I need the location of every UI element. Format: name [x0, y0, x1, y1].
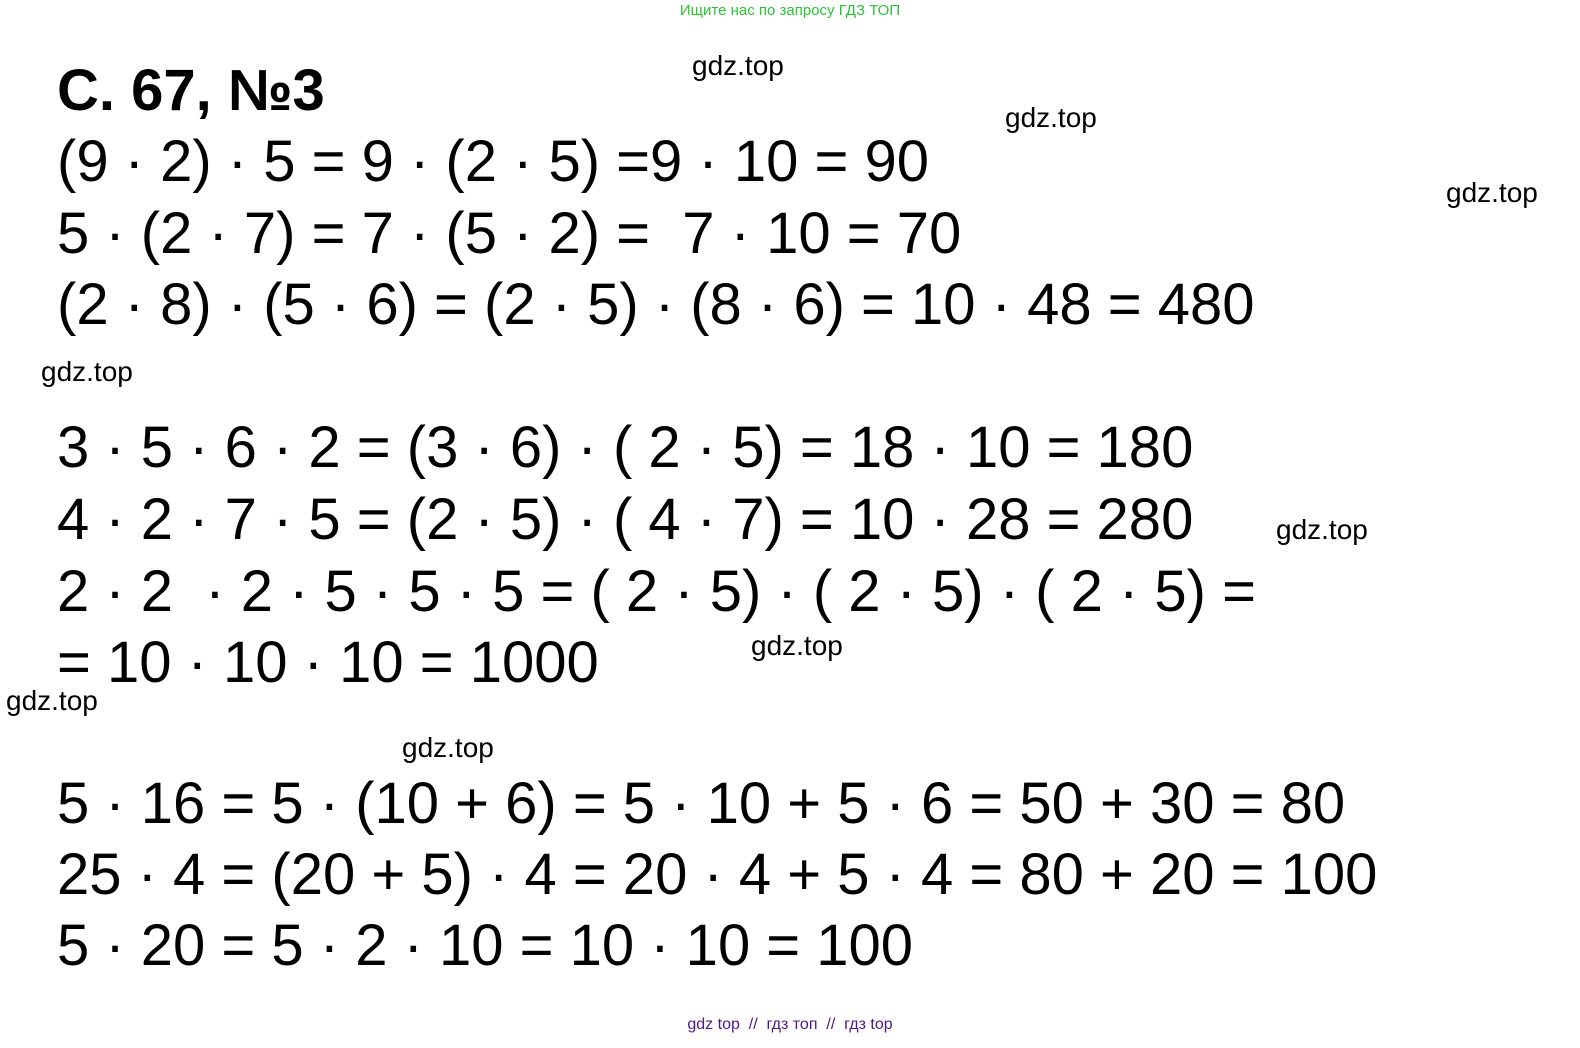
equation-line: 2 · 2 · 2 · 5 · 5 · 5 = ( 2 · 5) · ( 2 · 5) · ( 2 · 5) = — [57, 559, 1256, 624]
equation-line: 25 · 4 = (20 + 5) · 4 = 20 · 4 + 5 · 4 = 80 + 20 = 100 — [57, 842, 1378, 907]
watermark: gdz.top — [1005, 102, 1097, 133]
watermark: gdz.top — [6, 685, 98, 716]
equation-line: 5 · 16 = 5 · (10 + 6) = 5 · 10 + 5 · 6 = 50 + 30 = 80 — [57, 771, 1346, 836]
watermark: gdz.top — [1446, 177, 1538, 208]
equation-line: (9 · 2) · 5 = 9 · (2 · 5) =9 · 10 = 90 — [57, 129, 929, 194]
equation-line: (2 · 8) · (5 · 6) = (2 · 5) · (8 · 6) = 10 · 48 = 480 — [57, 272, 1255, 337]
footer-links: gdz top // гдз топ // гдз top — [687, 1016, 893, 1033]
equation-line: 5 · (2 · 7) = 7 · (5 · 2) = 7 · 10 = 70 — [57, 201, 962, 266]
watermark: gdz.top — [402, 732, 494, 763]
equation-line: 4 · 2 · 7 · 5 = (2 · 5) · ( 4 · 7) = 10 · 28 = 280 — [57, 487, 1194, 552]
watermark: gdz.top — [1276, 514, 1368, 545]
watermark: gdz.top — [692, 50, 784, 81]
equation-line: = 10 · 10 · 10 = 1000 — [57, 630, 599, 695]
watermark: gdz.top — [41, 356, 133, 387]
watermark: gdz.top — [751, 630, 843, 661]
equation-line: 5 · 20 = 5 · 2 · 10 = 10 · 10 = 100 — [57, 913, 914, 978]
search-banner: Ищите нас по запросу ГДЗ ТОП — [679, 2, 901, 19]
equation-line: 3 · 5 · 6 · 2 = (3 · 6) · ( 2 · 5) = 18 · 10 = 180 — [57, 415, 1194, 480]
page-title: С. 67, №3 — [57, 58, 325, 123]
